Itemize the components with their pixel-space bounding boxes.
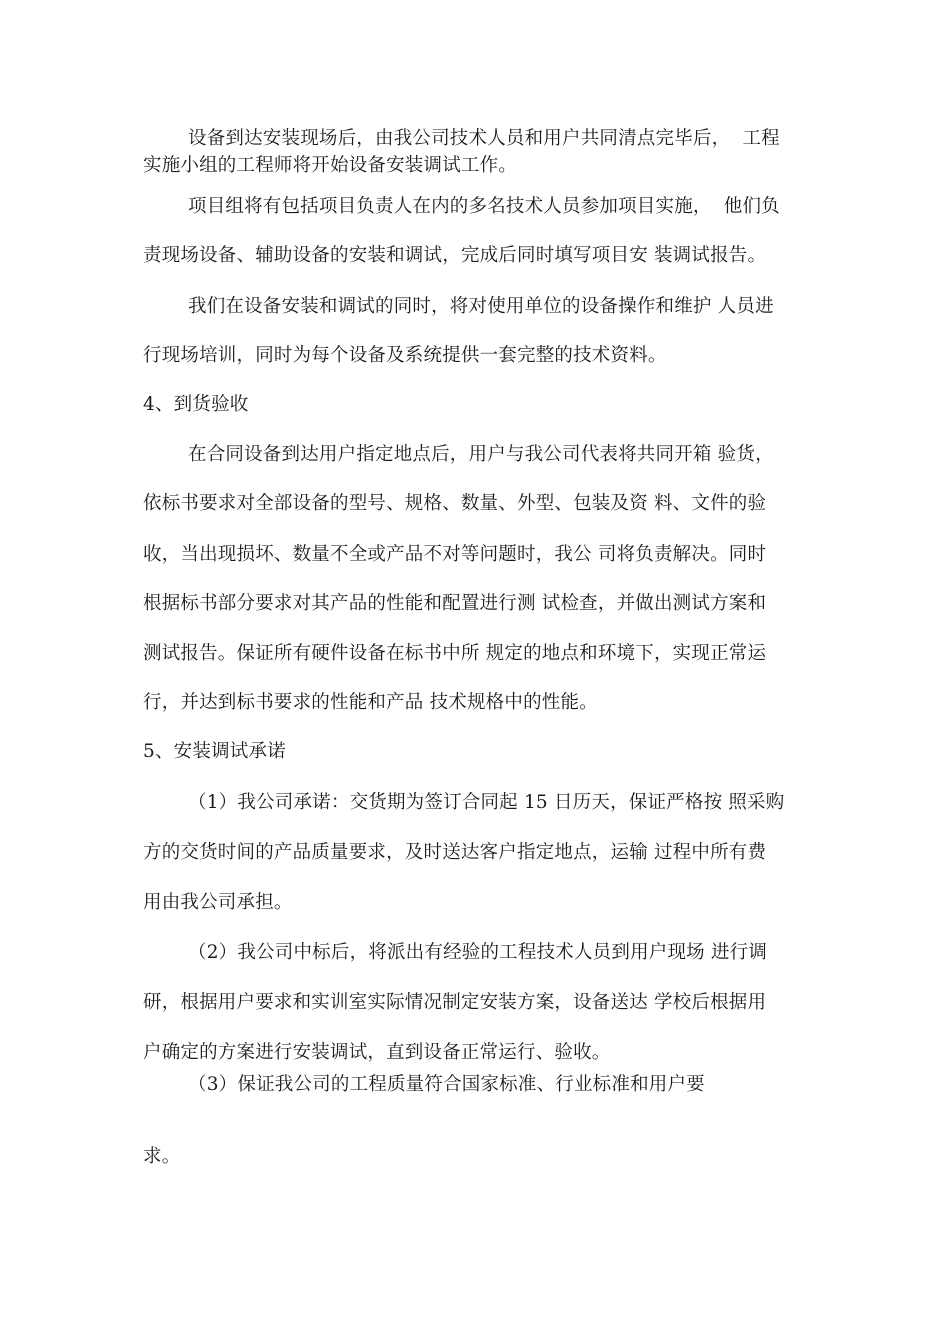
paragraph-line: （1）我公司承诺：交货期为签订合同起 15 日历天，保证严格按 照采购 [188, 792, 785, 813]
paragraph-line: 依标书要求对全部设备的型号、规格、数量、外型、包装及资 料、文件的验 [143, 493, 767, 514]
paragraph-line: 户确定的方案进行安装调试，直到设备正常运行、验收。 [143, 1042, 611, 1063]
paragraph-line: 测试报告。保证所有硬件设备在标书中所 规定的地点和环境下，实现正常运 [143, 643, 767, 664]
paragraph-line: 收，当出现损坏、数量不全或产品不对等问题时，我公 司将负责解决。同时 [143, 544, 767, 565]
paragraph-line: （2）我公司中标后，将派出有经验的工程技术人员到用户现场 进行调 [188, 942, 768, 963]
section-heading: 4、到货验收 [143, 394, 249, 415]
paragraph-line: 研，根据用户要求和实训室实际情况制定安装方案，设备送达 学校后根据用 [143, 992, 767, 1013]
paragraph-line: 行现场培训，同时为每个设备及系统提供一套完整的技术资料。 [143, 345, 667, 366]
paragraph-line: 行，并达到标书要求的性能和产品 技术规格中的性能。 [143, 692, 598, 713]
paragraph-line: 责现场设备、辅助设备的安装和调试，完成后同时填写项目安 装调试报告。 [143, 245, 767, 266]
paragraph-line: 实施小组的工程师将开始设备安装调试工作。 [143, 155, 518, 176]
paragraph-line: 用由我公司承担。 [143, 892, 293, 913]
section-heading: 5、安装调试承诺 [143, 741, 286, 762]
paragraph-line: （3）保证我公司的工程质量符合国家标准、行业标准和用户要 [188, 1074, 705, 1095]
paragraph-line: 在合同设备到达用户指定地点后，用户与我公司代表将共同开箱 验货， [188, 444, 774, 465]
paragraph-line: 项目组将有包括项目负责人在内的多名技术人员参加项目实施， 他们负 [188, 196, 780, 217]
paragraph-line: 求。 [143, 1146, 181, 1167]
paragraph-line: 方的交货时间的产品质量要求，及时送达客户指定地点，运输 过程中所有费 [143, 842, 767, 863]
paragraph-line: 设备到达安装现场后，由我公司技术人员和用户共同清点完毕后， 工程 [188, 128, 780, 149]
paragraph-line: 我们在设备安装和调试的同时，将对使用单位的设备操作和维护 人员进 [188, 296, 774, 317]
paragraph-line: 根据标书部分要求对其产品的性能和配置进行测 试检查，并做出测试方案和 [143, 593, 767, 614]
